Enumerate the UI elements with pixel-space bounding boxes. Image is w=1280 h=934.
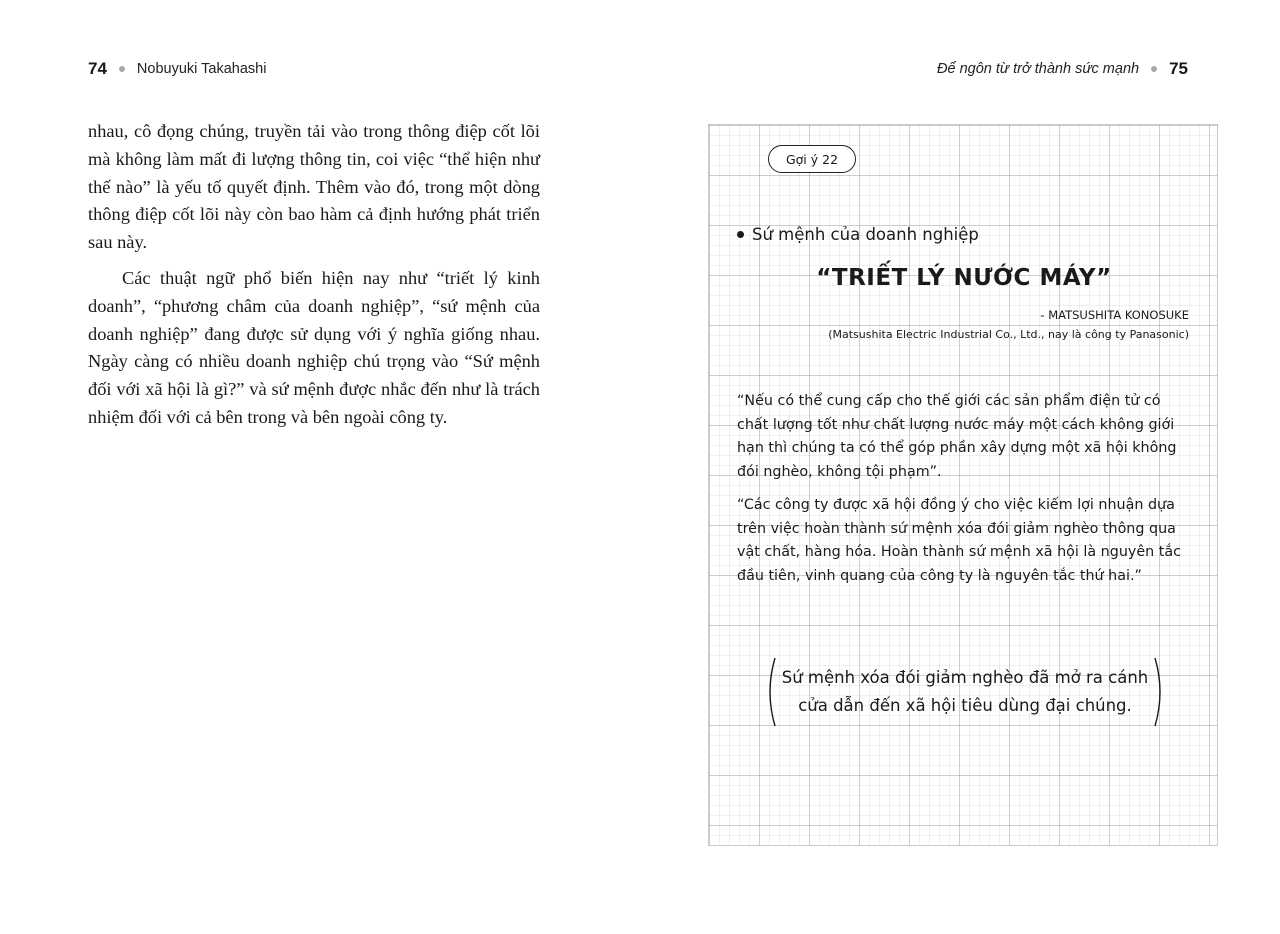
quote-title: “TRIẾT LÝ NƯỚC MÁY” <box>816 265 1112 291</box>
callout-box <box>764 657 1166 727</box>
left-running-header <box>88 58 266 80</box>
bullet-heading-text: Sứ mệnh của doanh nghiệp <box>752 225 979 244</box>
quote-paragraph: “Các công ty được xã hội đồng ý cho việc kiếm lợi nhuận dựa trên việc hoàn thành sứ mệnh xóa đói giảm nghèo thông qua vật chất, hàng hóa. Hoàn thành sứ mệnh xã hội là nguyên tắc đầu tiên, vinh quang của công ty là nguyên tắc thứ hai.” <box>737 497 1181 584</box>
header-separator-dot <box>119 66 125 72</box>
book-title: Để ngôn từ trở thành sức mạnh <box>937 61 1140 77</box>
callout-line: Sứ mệnh xóa đói giảm nghèo đã mở ra cánh <box>781 668 1149 687</box>
body-paragraph: Các thuật ngữ phổ biến hiện nay như “triết lý kinh doanh”, “phương châm của doanh nghiệp”, “sứ mệnh của doanh nghiệp” đang được sử dụng với ý nghĩa giống nhau. Ngày càng có nhiều doanh nghiệp chú trọng vào “Sứ mệnh đối với xã hội là gì?” và sứ mệnh được nhắc đến như là trách nhiệm đối với cả bên trong và bên ngoài công ty. <box>88 267 540 427</box>
quote-paragraph: “Nếu có thể cung cấp cho thế giới các sản phẩm điện tử có chất lượng tốt như chất lượng nước máy một cách không giới hạn thì chúng ta có thể góp phần xây dựng một xã hội không đói nghèo, không tội phạm”. <box>737 393 1177 480</box>
attribution <box>828 305 1189 345</box>
left-page-body <box>88 118 540 440</box>
author-name: Nobuyuki Takahashi <box>136 61 267 77</box>
header-separator-dot <box>1151 66 1157 72</box>
right-bracket-icon <box>1152 657 1166 727</box>
body-paragraph: nhau, cô đọng chúng, truyền tải vào trong thông điệp cốt lõi mà không làm mất đi lượng thông tin, coi việc “thể hiện như thế nào” là yếu tố quyết định. Thêm vào đó, trong một dòng thông điệp cốt lõi này còn bao hàm cả định hướng phát triển sau này. <box>88 121 540 253</box>
grid-paper-panel <box>708 124 1218 846</box>
attribution-company: (Matsushita Electric Industrial Co., Ltd., nay là công ty Panasonic) <box>828 328 1189 341</box>
callout-line: cửa dẫn đến xã hội tiêu dùng đại chúng. <box>798 696 1132 715</box>
right-page-number: 75 <box>1169 59 1188 78</box>
left-bracket-icon <box>764 657 778 727</box>
bullet-heading <box>737 225 979 244</box>
right-running-header <box>937 58 1188 80</box>
bullet-dot-icon <box>737 231 744 238</box>
tip-tag: Gợi ý 22 <box>768 145 856 173</box>
attribution-name: - MATSUSHITA KONOSUKE <box>1040 308 1189 322</box>
callout-text <box>782 664 1149 720</box>
left-page-number: 74 <box>88 59 107 78</box>
